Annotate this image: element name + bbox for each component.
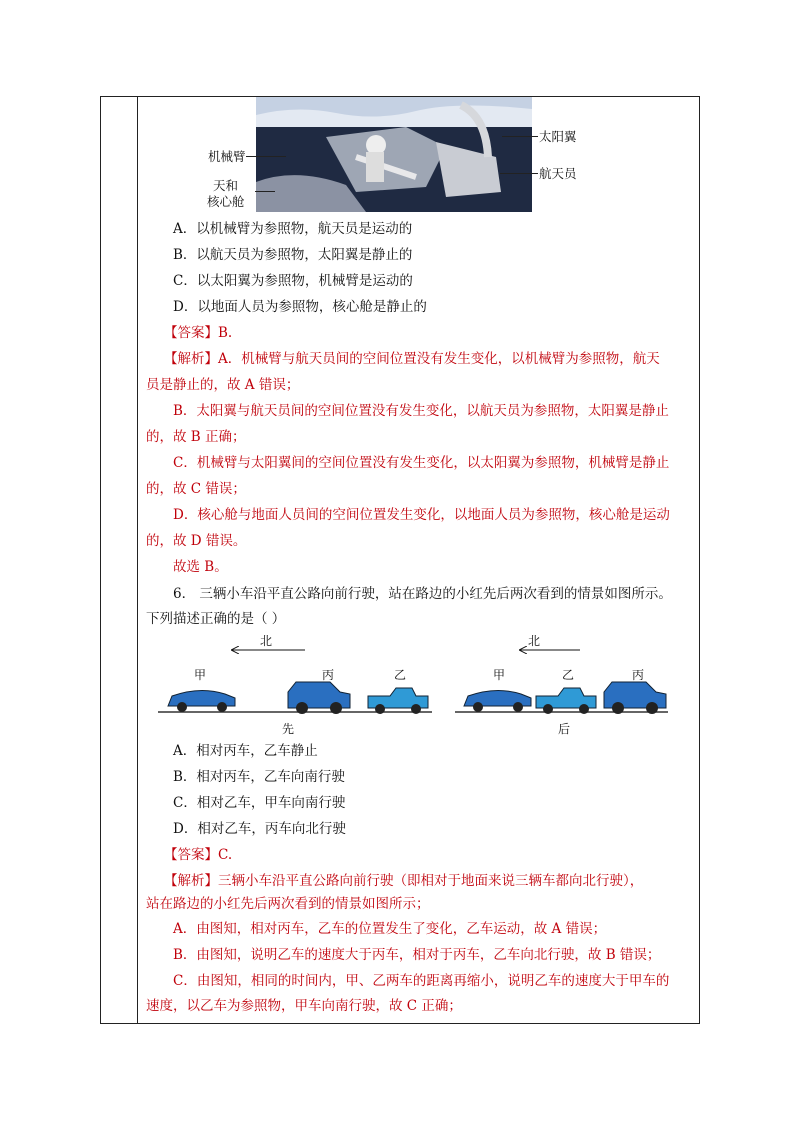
q5-analysis-line: 员是静止的，故 A 错误； [146, 377, 300, 393]
label-bing-after: 丙 [632, 668, 645, 682]
car-yi-after [536, 688, 596, 714]
answer-value: B. [218, 325, 233, 341]
q5-option-c: C．以太阳翼为参照物，机械臂是运动的 [173, 273, 413, 289]
q5-analysis-line: 的，故 B 正确； [146, 429, 246, 445]
q5-analysis-line: 故选 B。 [173, 559, 228, 575]
car-jia-after [464, 690, 531, 712]
q5-analysis-line: 【解析】A．机械臂与航天员间的空间位置没有发生变化，以机械臂为参照物，航天 [164, 351, 660, 367]
q5-analysis-line: 的，故 D 错误。 [146, 533, 247, 549]
q5-analysis-line: B．太阳翼与航天员间的空间位置没有发生变化，以航天员为参照物，太阳翼是静止 [173, 403, 669, 419]
q5-analysis-line: 的，故 C 错误； [146, 481, 246, 497]
q5-option-a: A．以机械臂为参照物，航天员是运动的 [173, 221, 413, 237]
label-jia-before: 甲 [194, 668, 207, 682]
leader-line-core [255, 191, 275, 192]
label-jia-after: 甲 [493, 668, 506, 682]
car-yi-before [368, 688, 428, 714]
label-robotic-arm: 机械臂 [208, 149, 246, 164]
q5-analysis-line: D．核心舱与地面人员间的空间位置发生变化，以地面人员为参照物，核心舱是运动 [173, 507, 670, 523]
table-column-divider [137, 96, 138, 1024]
q6-analysis-line: 站在路边的小红先后两次看到的情景如图所示； [146, 896, 430, 912]
q6-option-d: D．相对乙车，丙车向北行驶 [173, 821, 346, 837]
leader-line-astronaut [500, 173, 538, 174]
q6-analysis-line: 速度，以乙车为参照物，甲车向南行驶，故 C 正确； [146, 998, 462, 1014]
label-tianhe: 天和 [213, 178, 239, 193]
space-station-illustration [256, 97, 532, 212]
answer-tag: 【答案】 [164, 325, 218, 341]
q6-stem: 6． 三辆小车沿平直公路向前行驶，站在路边的小红先后两次看到的情景如图所示。 [173, 586, 672, 602]
q6-analysis-line: A．由图知，相对丙车，乙车的位置发生了变化，乙车运动，故 A 错误； [173, 921, 607, 937]
leader-line-solar [502, 136, 538, 137]
car-jia-before [168, 690, 235, 712]
q6-option-a: A．相对丙车，乙车静止 [173, 743, 318, 759]
cars-illustration [150, 628, 670, 738]
label-solar-wing: 太阳翼 [539, 129, 577, 144]
label-astronaut: 航天员 [539, 166, 577, 181]
label-yi-after: 乙 [562, 668, 575, 682]
q5-option-d: D．以地面人员为参照物，核心舱是静止的 [173, 299, 427, 315]
q6-answer [164, 846, 232, 864]
label-after: 后 [558, 722, 571, 736]
q6-figure [150, 628, 670, 738]
car-bing-before [288, 682, 350, 714]
q6-analysis-line: B．由图知，说明乙车的速度大于丙车，相对于丙车，乙车向北行驶，故 B 错误； [173, 947, 661, 963]
q6-option-b: B．相对丙车，乙车向南行驶 [173, 769, 345, 785]
north-label-after: 北 [528, 634, 541, 648]
q5-analysis-line: C．机械臂与太阳翼间的空间位置没有发生变化，以太阳翼为参照物，机械臂是静止 [173, 455, 670, 471]
label-before: 先 [282, 722, 295, 736]
answer-value: C. [218, 847, 233, 863]
north-label-before: 北 [260, 634, 273, 648]
q6-analysis-line: 【解析】三辆小车沿平直公路向前行驶（即相对于地面来说三辆车都向北行驶）， [164, 873, 644, 889]
label-yi-before: 乙 [394, 668, 407, 682]
label-bing-before: 丙 [322, 668, 335, 682]
answer-tag: 【答案】 [164, 847, 218, 863]
q6-analysis-line: C．由图知，相同的时间内，甲、乙两车的距离再缩小，说明乙车的速度大于甲车的 [173, 973, 670, 989]
q6-option-c: C．相对乙车，甲车向南行驶 [173, 795, 346, 811]
q5-option-b: B．以航天员为参照物，太阳翼是静止的 [173, 247, 413, 263]
q5-answer [164, 324, 232, 342]
leader-line-arm [246, 156, 286, 157]
label-core-module: 核心舱 [207, 194, 245, 209]
q6-stem-cont: 下列描述正确的是（ ） [146, 611, 286, 627]
car-bing-after [604, 682, 666, 714]
space-station-photo [256, 97, 532, 212]
